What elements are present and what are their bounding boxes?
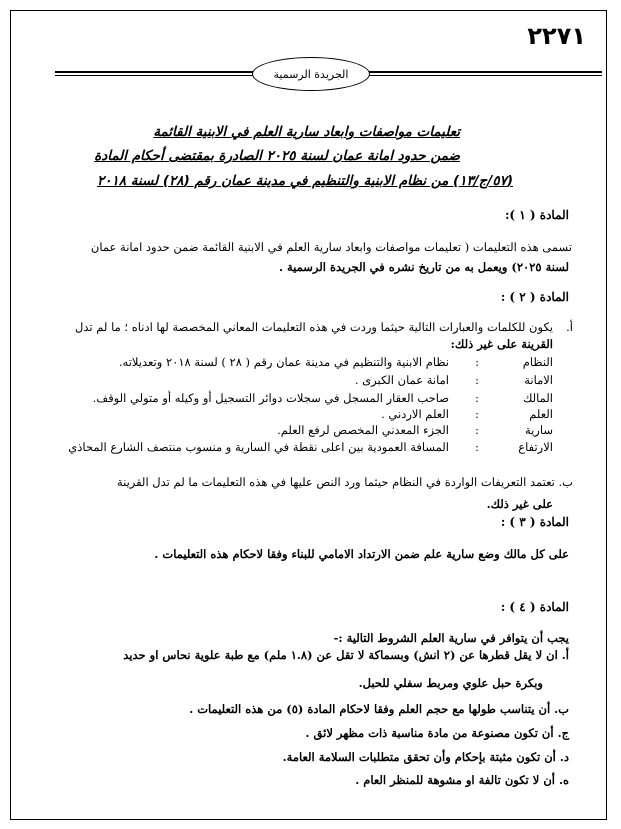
article-1-heading: المادة ( ١ ):	[505, 208, 569, 222]
article-4-a-line-1: أ. ان لا يقل قطرها عن (٢ انش) وبسماكة لا تقل عن (١.٨ ملم) مع طبة علوية نحاس او حديد	[123, 648, 569, 662]
article-4-a-line-2: وبكرة حبل علوي ومربط سفلي للحبل.	[358, 676, 543, 690]
article-4-b: ب. أن يتناسب طولها مع حجم العلم وفقا لاحكام المادة (٥) من هذه التعليمات .	[189, 702, 569, 716]
definition-colon: :	[475, 391, 479, 405]
definition-term: سارية	[524, 423, 553, 437]
article-4-d: د. أن تكون مثبتة بإحكام وأن تحقق متطلبات السلامة العامة.	[282, 750, 569, 764]
article-2-heading: المادة ( ٢ ) :	[500, 290, 569, 304]
definition-text: المسافة العمودية بين اعلى نقطة في السارية و منسوب منتصف الشارع المحاذي	[68, 440, 449, 454]
title-line-3: (٥٧/ج/١٣) من نظام الابنية والتنظيم في مدينة عمان رقم (٢٨) لسنة ٢٠١٨	[96, 173, 513, 189]
article-3-heading: المادة ( ٣ ) :	[500, 515, 569, 529]
definition-term: النظام	[522, 355, 553, 369]
page-number: ٢٢٧١	[527, 22, 586, 50]
definition-text: العلم الاردني .	[381, 407, 449, 421]
definition-colon: :	[475, 373, 479, 387]
gazette-label-oval	[252, 57, 370, 91]
definition-term: الارتفاع	[518, 440, 553, 454]
definition-text: نظام الابنية والتنظيم في مدينة عمان رقم ( ٢٨ ) لسنة ٢٠١٨ وتعديلاته.	[118, 355, 449, 369]
definition-term: الامانة	[524, 373, 553, 387]
article-4-intro: يجب أن يتوافر في سارية العلم الشروط التالية :-	[333, 631, 569, 645]
article-2-a-marker: أ.	[566, 320, 573, 334]
definition-term: العلم	[529, 407, 553, 421]
definition-text: امانة عمان الكبرى .	[354, 373, 449, 387]
article-1-line-2: لسنة ٢٠٢٥) ويعمل به من تاريخ نشره في الجريدة الرسمية .	[278, 260, 569, 274]
article-2-b-line-1: ب. تعتمد التعريفات الواردة في النظام حيثما ورد النص عليها في هذه التعليمات ما لم تدل القرينة	[116, 475, 573, 489]
definition-colon: :	[475, 440, 479, 454]
article-4-heading: المادة ( ٤ ) :	[500, 600, 569, 614]
gazette-label: الجريدة الرسمية	[273, 67, 349, 81]
definition-colon: :	[475, 355, 479, 369]
definition-text: الجزء المعدني المخصص لرفع العلم.	[277, 423, 449, 437]
definition-text: صاحب العقار المسجل في سجلات دوائر التسجيل أو وكيله أو متولي الوقف.	[92, 391, 449, 405]
article-4-e: ه. أن لا تكون تالفة او مشوهة للمنظر العام .	[355, 773, 569, 787]
title-line-2: ضمن حدود امانة عمان لسنة ٢٠٢٥ الصادرة بمقتضى أحكام المادة	[94, 148, 460, 164]
definition-colon: :	[475, 423, 479, 437]
article-2-a-line-1: يكون للكلمات والعبارات التالية حيثما وردت في هذه التعليمات المعاني المخصصة لها ادناه ؛ ما لم تدل	[75, 320, 553, 334]
title-line-1: تعليمات مواصفات وابعاد سارية العلم في الابنية القائمة	[153, 124, 460, 140]
article-2-b-line-2: على غير ذلك.	[486, 497, 553, 511]
definition-term: المالك	[522, 391, 553, 405]
article-1-line-1: تسمى هذه التعليمات ( تعليمات مواصفات وابعاد سارية العلم في الابنية القائمة ضمن حدود امانة عمان	[90, 240, 572, 254]
article-4-c: ج. أن تكون مصنوعة من مادة مناسبة ذات مظهر لائق .	[305, 726, 569, 740]
article-3-text: على كل مالك وضع سارية علم ضمن الارتداد الامامي للبناء وفقا لاحكام هذه التعليمات .	[154, 547, 569, 561]
definition-colon: :	[475, 407, 479, 421]
article-2-a-line-2: القرينة على غير ذلك:	[450, 337, 553, 351]
